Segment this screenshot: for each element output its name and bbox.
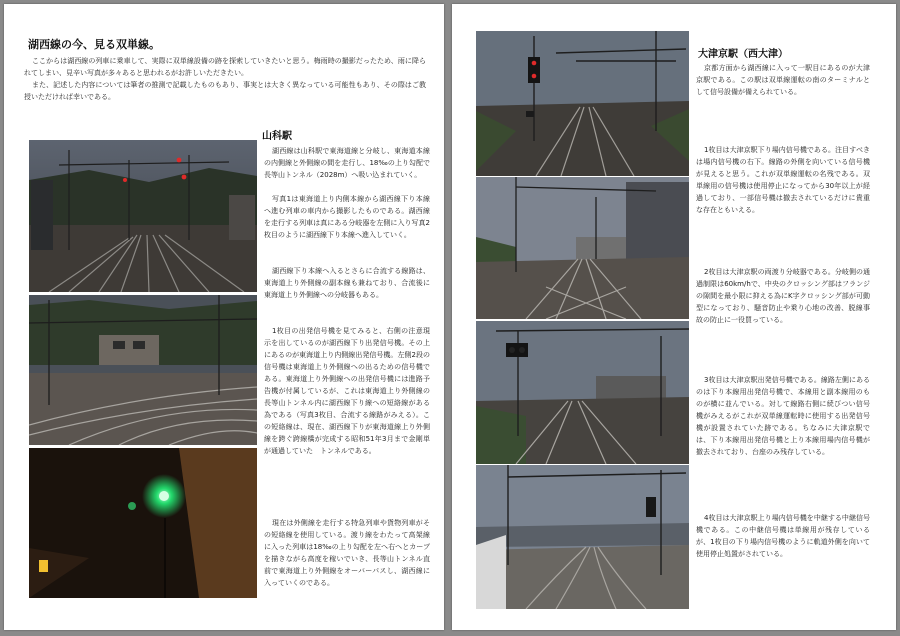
section-title-yamashina: 山科駅 xyxy=(262,131,292,142)
body-paragraph: 2枚目は大津京駅の両渡り分岐器である。分岐側の通過制限は60km/hで、中央のクロッシング部はフランジの隙間を最小限に抑える為にK字クロッシング部が可動型になっており、騒音防止や乗り心地の改善、脱線事故の防止に一役買っている。 xyxy=(696,268,870,324)
right-page xyxy=(452,4,896,630)
page-title: 湖西線の今、見る双単線。 xyxy=(28,38,160,51)
body-paragraph: 1枚目は大津京駅下り場内信号機である。注目すべきは場内信号機の右下。線路の外側を向いている信号機が見えると思う。これが双単線運転の名残である。双単線用の信号機は使用停止になってから30年以上が経過しており、一部信号機は撤去されているだけに貴重な存在ともいえる。 xyxy=(696,146,870,214)
photo-yamashina-branch xyxy=(29,295,257,445)
body-paragraph: 3枚目は大津京駅出発信号機である。線路左側にあるのは下り本線用出発信号機で、本線用と副本線用のものが横に並んでいる。対して線路右側に続びつい信号機がみえるがこれが双単線運転時に使用する出発信号機が設置されていた跡である。ちなみに大津京駅では、下り本線用出発信号機と上り本線用場内信号機が撤去されており、台座のみ残存している。 xyxy=(696,376,870,456)
intro-paragraph: また、記述した内容については筆者の推測で記載したものもあり、事実とは大きく異なっている可能性もあり、その際はご教授いただければ幸いである。 xyxy=(24,81,426,101)
photo-otsukyo-home-signal xyxy=(476,31,689,176)
photo-otsukyo-departure-signal xyxy=(476,321,689,464)
body-paragraph: 写真1は東海道上り内側本線から湖西線下り本線へ進む列車の車内から撮影したものである。湖西線を走行する列車は真にある分岐器を左側に入り写真2枚目のように湖西線下り本線へ進入していく。 xyxy=(264,195,430,239)
body-paragraph: 湖西線下り本線へ入るとさらに合流する線路は、東海道上り外側線の副本線も兼ねており、合流後に東海道上り外側線への分岐器もある。 xyxy=(264,267,430,299)
photo-tunnel-signal xyxy=(29,448,257,598)
body-paragraph: 京都方面から湖西線に入って一駅目にあるのが大津京駅である。この駅は双単線運転の南のターミナルとして信号設備が備えられている。 xyxy=(696,64,870,96)
photo-otsukyo-repeater-signal xyxy=(476,465,689,609)
body-paragraph: 湖西線は山科駅で東海道線と分岐し、東海道本線の内側線と外側線の間を走行し、18‰の上り勾配で長等山トンネル（2028m）へ吸い込まれていく。 xyxy=(264,147,430,179)
left-page xyxy=(4,4,444,630)
photo-otsukyo-crossover xyxy=(476,177,689,319)
body-paragraph: 4枚目は大津京駅上り場内信号機を中継する中継信号機である。この中継信号機は単線用が残存しているが、1枚目の下り場内信号機のように軌道外側を向いて使用停止処置がされている。 xyxy=(696,514,870,558)
body-paragraph: 現在は外側線を走行する特急列車や貨物列車がその短絡線を使用している。渡り線をわたって高架線に入った列車は18‰の上り勾配を左へ右へとカーブを描きながら高度を稼いでいき、長等山トンネル直前で東海道上り外側線をオーバーパスし、湖西線に入っていくのである。 xyxy=(264,519,430,587)
intro-paragraph: ここからは湖西線の列車に乗車して、実際に双単線設備の跡を探索していきたいと思う。梅雨時の撮影だったため、雨に降られてしまい、見辛い写真が多々あると思われるがお許しいただきたい。 xyxy=(24,57,426,77)
body-paragraph: 1枚目の出発信号機を見てみると、右側の注意現示を出しているのが湖西線下り出発信号機。その上にあるのが東海道上り内側線出発信号機。左側2段の信号機は東海道上り外側線への出るための信号機である。東海道上り外側線への出発信号機には進路予告機が付属しているが、これは東海道上り外側線の長等山トンネル内に湖西線下り線への短絡線がある為である（写真3枚目、合流する線路がみえる）。この短絡線は、現在、湖西線下りが東海道線上り外側線を跨ぐ跨線橋が完成する昭和51年3月まで金剛単が通過していた トンネルである。 xyxy=(264,327,430,455)
section-title-otsukyo: 大津京駅（西大津） xyxy=(698,49,788,60)
photo-yamashina-junction xyxy=(29,140,257,292)
